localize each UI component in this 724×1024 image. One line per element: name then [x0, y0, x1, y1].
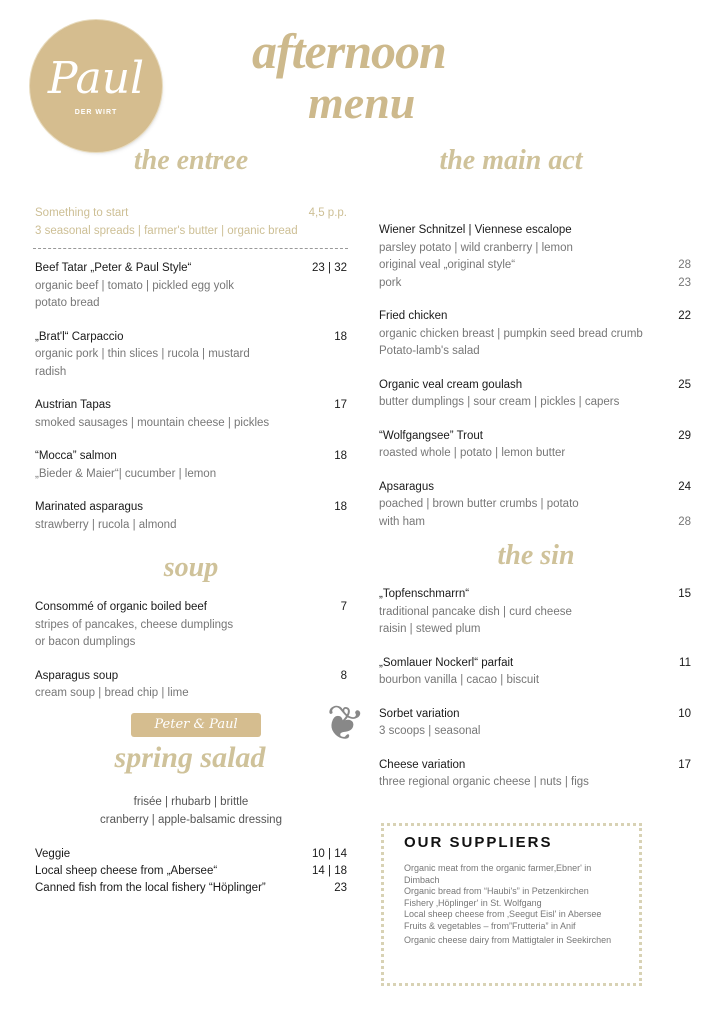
menu-item — [379, 757, 691, 792]
entree-list — [35, 260, 347, 550]
supplier-line: Organic bread from “Haubi's” in Petzenkirchen — [404, 886, 589, 896]
divider — [33, 248, 348, 249]
item-title-row — [35, 599, 347, 617]
heading-soup: soup — [163, 552, 219, 583]
item-detail-row — [379, 774, 691, 792]
item-title-row — [379, 222, 691, 240]
salad-option — [35, 863, 347, 880]
option-price: 14 | 18 — [312, 865, 347, 877]
item-detail-row — [35, 466, 347, 484]
menu-title-menu: menu — [308, 77, 416, 128]
item-title-row — [379, 586, 691, 604]
item-title-row — [379, 706, 691, 724]
item-detail-row — [379, 496, 691, 514]
item-name: „Somlauer Nockerl“ parfait — [379, 656, 514, 669]
main-list — [379, 222, 691, 547]
item-price: 28 — [678, 259, 691, 271]
item-description: cream soup | bread chip | lime — [35, 687, 189, 699]
option-price: 10 | 14 — [312, 848, 347, 860]
menu-item — [379, 586, 691, 639]
item-description: traditional pancake dish | curd cheese — [379, 605, 572, 618]
menu-item — [35, 668, 347, 703]
heading-entree: the entree — [133, 145, 249, 176]
item-detail-row — [35, 278, 347, 296]
menu-item — [35, 448, 347, 483]
menu-item — [35, 499, 347, 534]
item-name: “Wolfgangsee” Trout — [379, 429, 483, 442]
item-detail-row — [35, 617, 347, 635]
menu-item — [35, 260, 347, 313]
item-name: Consommé of organic boiled beef — [35, 601, 207, 613]
item-title-row — [35, 260, 347, 278]
heading-sin: the sin — [497, 540, 575, 571]
salad-badge: Peter & Paul — [131, 713, 261, 737]
menu-title-afternoon: afternoon — [252, 23, 446, 79]
item-name: Asparagus soup — [35, 669, 119, 682]
item-description: butter dumplings | sour cream | pickles | capers — [379, 396, 620, 408]
menu-item — [379, 706, 691, 741]
item-price: 10 — [678, 707, 691, 720]
item-description: „Bieder & Maier“| cucumber | lemon — [35, 467, 217, 480]
menu-item — [379, 308, 691, 361]
supplier-line: Organic cheese dairy from Mattigtaler in Seekirchen — [404, 935, 612, 945]
item-description: stripes of pancakes, cheese dumplings — [35, 618, 234, 631]
item-detail-row — [35, 415, 347, 433]
item-title-row — [379, 377, 691, 395]
item-price: 24 — [678, 480, 691, 493]
paul-logo — [33, 23, 159, 149]
starter-price: 4,5 p.p. — [308, 207, 347, 219]
item-name: Cheese variation — [379, 758, 466, 771]
item-detail-row — [379, 621, 691, 639]
supplier-line: Organic meat from the organic farmer‚Ebner' in Dimbach — [404, 863, 592, 885]
item-price: 23 | 32 — [312, 262, 347, 274]
item-description: 3 scoops | seasonal — [379, 725, 481, 737]
item-price: 7 — [340, 601, 347, 613]
item-description: original veal „original style“ — [379, 259, 516, 271]
item-name: Wiener Schnitzel | Viennese escalope — [379, 224, 572, 236]
salad-option — [35, 846, 347, 863]
logo-subtitle: DER WIRT — [74, 108, 118, 116]
menu-item — [35, 329, 347, 382]
item-detail-row — [379, 514, 691, 532]
item-detail-row — [379, 326, 691, 344]
item-description: organic beef | tomato | pickled egg yolk — [35, 279, 235, 292]
item-title-row — [35, 668, 347, 686]
item-detail-row — [379, 240, 691, 258]
item-description: raisin | stewed plum — [379, 623, 481, 635]
item-description: bourbon vanilla | cacao | biscuit — [379, 674, 540, 686]
item-title-row — [379, 308, 691, 326]
item-price: 17 — [334, 399, 347, 411]
item-price: 11 — [679, 656, 691, 669]
salad-option — [35, 880, 347, 897]
item-title-row — [379, 479, 691, 497]
item-price: 18 — [334, 450, 347, 462]
salad-desc-1: frisée | rhubarb | brittle — [133, 796, 249, 808]
item-price: 22 — [678, 310, 691, 322]
item-name: Sorbet variation — [379, 707, 460, 720]
item-name: „Brat'l“ Carpaccio — [35, 330, 124, 343]
option-name: Canned fish from the local fishery “Höplinger” — [35, 882, 266, 894]
item-detail-row — [35, 634, 347, 652]
salad-desc-2: cranberry | apple-balsamic dressing — [100, 813, 282, 826]
item-detail-row — [379, 604, 691, 622]
salad-options — [35, 846, 347, 897]
suppliers-heading: OUR SUPPLIERS — [404, 834, 553, 851]
item-name: Austrian Tapas — [35, 399, 111, 411]
salad-description — [35, 794, 347, 829]
item-detail-row — [35, 517, 347, 535]
item-detail-row — [379, 257, 691, 275]
item-name: „Topfenschmarrn“ — [379, 588, 470, 600]
item-description: potato bread — [35, 297, 100, 309]
item-price: 28 — [678, 515, 691, 528]
menu-item — [379, 222, 691, 292]
item-description: with ham — [379, 515, 426, 528]
item-title-row — [35, 448, 347, 466]
item-detail-row — [379, 672, 691, 690]
item-name: Beef Tatar „Peter & Paul Style“ — [35, 262, 192, 274]
item-name: Apsaragus — [379, 480, 434, 493]
menu-item — [35, 397, 347, 432]
option-price: 23 — [334, 882, 347, 894]
sin-list — [379, 586, 691, 808]
logo-script: Paul — [47, 52, 145, 104]
starter-desc: 3 seasonal spreads | farmer's butter | organic bread — [35, 224, 298, 237]
item-price: 23 — [678, 276, 691, 289]
item-price: 8 — [340, 669, 347, 682]
item-title-row — [35, 499, 347, 517]
item-name: Organic veal cream goulash — [379, 378, 523, 391]
item-name: Marinated asparagus — [35, 501, 144, 513]
item-title-row — [379, 428, 691, 446]
menu-item — [379, 428, 691, 463]
supplier-line: Local sheep cheese from ‚Seegut Eisl' in Abersee — [404, 909, 602, 919]
item-description: organic chicken breast | pumpkin seed bread crumb — [379, 327, 643, 340]
item-detail-row — [35, 346, 347, 364]
item-detail-row — [379, 394, 691, 412]
starter-name: Something to start — [35, 207, 129, 219]
menu-item — [379, 377, 691, 412]
suppliers-box — [381, 823, 642, 986]
menu-item — [35, 599, 347, 652]
soup-list — [35, 599, 347, 719]
item-detail-row — [35, 295, 347, 313]
supplier-line: Fruits & vegetables – from”Frutteria” in Anif — [404, 920, 576, 931]
item-description: Potato-lamb's salad — [379, 345, 480, 357]
item-detail-row — [35, 685, 347, 703]
option-name: Local sheep cheese from „Abersee“ — [35, 865, 218, 877]
option-name: Veggie — [35, 848, 71, 860]
item-price: 17 — [678, 758, 691, 771]
heading-main-act: the main act — [439, 145, 583, 176]
item-description: organic pork | thin slices | rucola | mustard — [35, 348, 250, 360]
item-name: Fried chicken — [379, 310, 448, 322]
menu-item — [379, 479, 691, 532]
item-description: strawberry | rucola | almond — [35, 518, 177, 531]
menu-item — [379, 655, 691, 690]
item-description: or bacon dumplings — [35, 636, 136, 648]
item-title-row — [35, 397, 347, 415]
item-price: 29 — [678, 429, 691, 442]
item-title-row — [379, 757, 691, 775]
item-description: radish — [35, 365, 67, 378]
item-title-row — [35, 329, 347, 347]
item-price: 15 — [678, 588, 691, 600]
item-description: poached | brown butter crumbs | potato — [379, 498, 579, 510]
item-description: smoked sausages | mountain cheese | pickles — [35, 416, 270, 429]
supplier-line: Fishery ‚Höplinger' in St. Wolfgang — [404, 897, 542, 908]
leaf-icon: ❦ — [317, 692, 369, 754]
item-price: 25 — [678, 378, 691, 391]
item-detail-row — [379, 445, 691, 463]
item-detail-row — [379, 275, 691, 293]
item-title-row — [379, 655, 691, 673]
item-name: “Mocca” salmon — [35, 450, 117, 462]
heading-spring-salad: spring salad — [114, 741, 266, 774]
item-detail-row — [35, 364, 347, 382]
starter — [35, 205, 347, 240]
item-detail-row — [379, 723, 691, 741]
item-description: parsley potato | wild cranberry | lemon — [379, 241, 573, 254]
item-description: roasted whole | potato | lemon butter — [379, 447, 566, 459]
item-price: 18 — [334, 501, 347, 513]
item-description: pork — [379, 276, 402, 289]
item-price: 18 — [334, 330, 347, 343]
item-description: three regional organic cheese | nuts | figs — [379, 776, 589, 788]
item-detail-row — [379, 343, 691, 361]
